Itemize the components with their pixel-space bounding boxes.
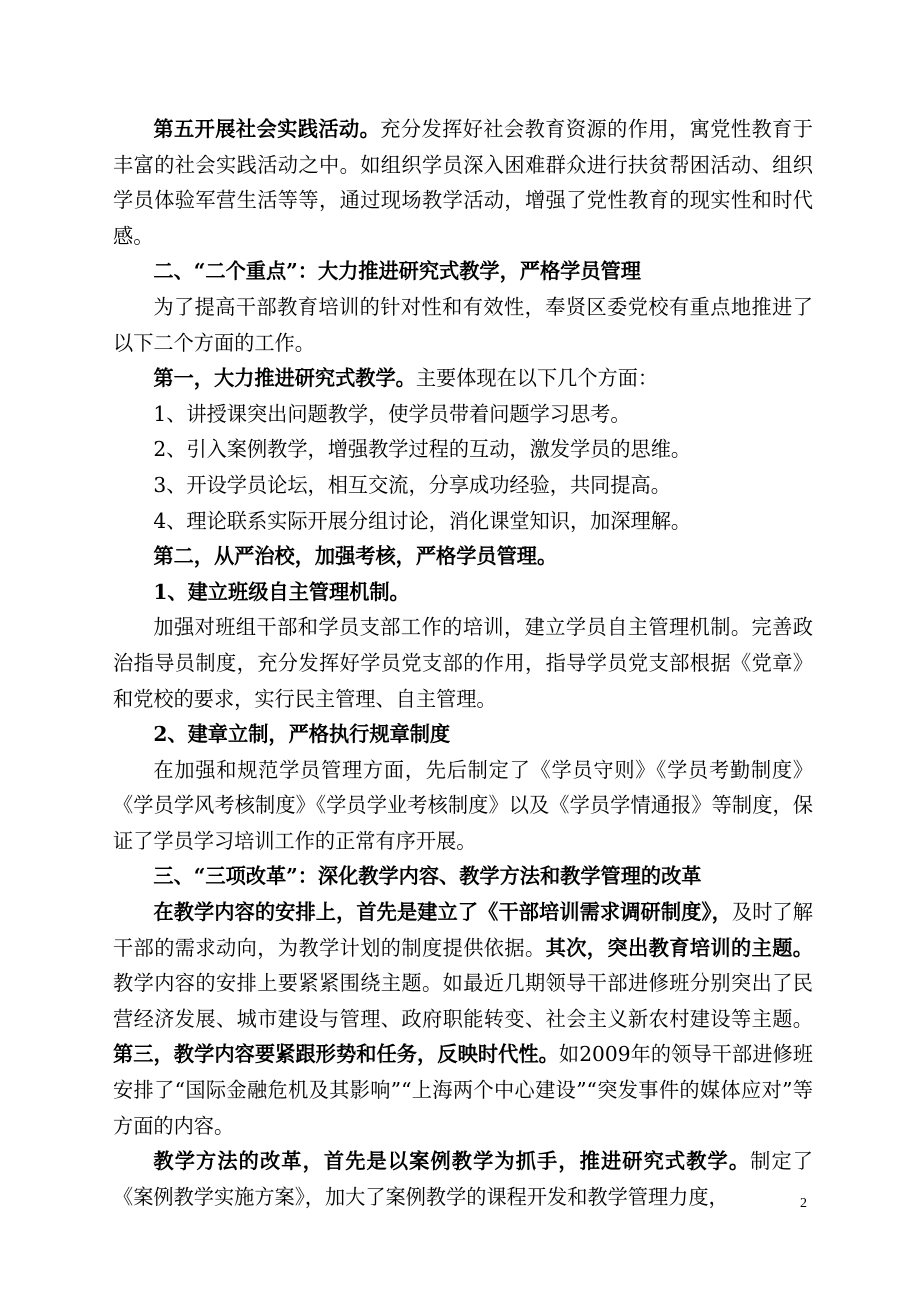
paragraph <box>113 859 813 895</box>
bold-text-run: 第二，从严治校，加强考核，严格学员管理。 <box>153 544 558 569</box>
text-run: 加强对班组干部和学员支部工作的培训，建立学员自主管理机制。完善政治指导员制度，充分发挥好学员党支部的作用，指导学员党支部根据《党章》和党校的要求，实行民主管理、自主管理。 <box>113 615 813 711</box>
paragraph <box>113 397 813 433</box>
bold-text-run: 第一，大力推进研究式教学。 <box>153 366 416 391</box>
text-run: 2、引入案例教学，增强教学过程的互动，激发学员的思维。 <box>153 437 692 462</box>
bold-text-run: 2、建章立制，严格执行规章制度 <box>153 722 451 747</box>
text-run: 教学内容的安排上要紧紧围绕主题。如最近几期领导干部进修班分别突出了民营经济发展、城市建设与管理、政府职能转变、社会主义新农村建设等主题。 <box>113 971 813 1031</box>
text-run: 在加强和规范学员管理方面，先后制定了《学员守则》《学员考勤制度》《学员学风考核制度》《学员学业考核制度》以及《学员学情通报》等制度，保证了学员学习培训工作的正常有序开展。 <box>113 757 813 853</box>
text-run: 1、讲授课突出问题教学，使学员带着问题学习思考。 <box>153 401 631 426</box>
paragraph <box>113 432 813 468</box>
page-number: 2 <box>800 1196 807 1211</box>
bold-text-run: 1、建立班级自主管理机制。 <box>153 579 410 604</box>
paragraph <box>113 753 813 860</box>
bold-text-run: 三、“三项改革”：深化教学内容、教学方法和教学管理的改革 <box>153 864 702 889</box>
paragraph <box>113 254 813 290</box>
paragraph <box>113 504 813 540</box>
text-run: 为了提高干部教育培训的针对性和有效性，奉贤区委党校有重点地推进了以下二个方面的工作。 <box>113 294 813 355</box>
bold-text-run: 在教学内容的安排上，首先是建立了《干部培训需求调研制度》， <box>153 900 732 925</box>
text-run: 制定了《案例教学实施方案》，加大了案例教学的课程开发和教学管理力度， <box>113 1149 813 1209</box>
body-text <box>113 112 813 1215</box>
paragraph <box>113 575 813 611</box>
bold-text-run: 第三，教学内容要紧跟形势和任务，反映时代性。 <box>113 1042 559 1067</box>
bold-text-run: 第五开展社会实践活动。 <box>153 117 381 141</box>
text-run: 主要体现在以下几个方面： <box>415 366 659 391</box>
text-run: 及时了解干部的需求动向，为教学计划的制度提供依据。 <box>113 900 813 960</box>
bold-text-run: 教学方法的改革，首先是以案例教学为抓手，推进研究式教学。 <box>153 1149 751 1174</box>
paragraph <box>113 1144 813 1215</box>
bold-text-run: 其次，突出教育培训的主题。 <box>545 935 813 960</box>
paragraph <box>113 539 813 575</box>
paragraph <box>113 717 813 753</box>
paragraph <box>113 112 813 254</box>
paragraph <box>113 361 813 397</box>
text-run: 如2009年的领导干部进修班安排了“国际金融危机及其影响”“上海两个中心建设”“突发事件的媒体应对”等方面的内容。 <box>113 1042 813 1138</box>
text-run: 3、开设学员论坛，相互交流，分享成功经验，共同提高。 <box>153 472 671 497</box>
paragraph <box>113 468 813 504</box>
paragraph <box>113 610 813 717</box>
paragraph <box>113 290 813 361</box>
text-run: 充分发挥好社会教育资源的作用，寓党性教育于丰富的社会实践活动之中。如组织学员深入困难群众进行扶贫帮困活动、组织学员体验军营生活等等，通过现场教学活动，增强了党性教育的现实性和时代感。 <box>113 117 813 248</box>
bold-text-run: 二、“二个重点”：大力推进研究式教学，严格学员管理 <box>153 259 641 284</box>
text-run: 4、理论联系实际开展分组讨论，消化课堂知识，加深理解。 <box>153 508 692 533</box>
paragraph <box>113 895 813 1144</box>
